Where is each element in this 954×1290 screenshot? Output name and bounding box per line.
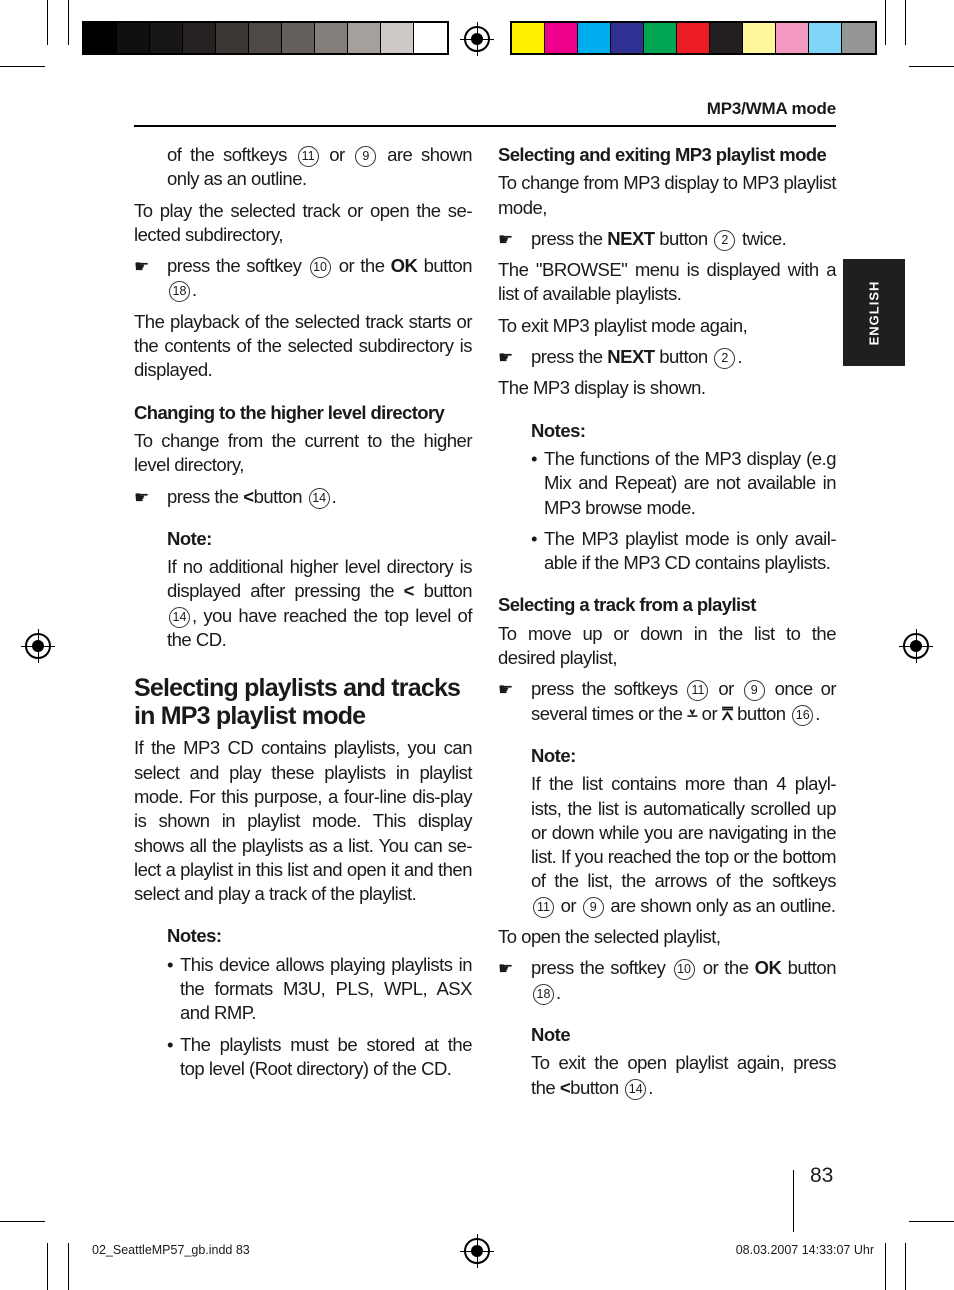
text: . [192,279,197,301]
text: The MP3 playlist mode is only avail-able if the MP3 CD contains playlists. [544,527,836,574]
paragraph: To change from the current to the higher level directory, [134,429,472,476]
text: The playlists must be stored at the top level (Root directory) of the CD. [180,1033,472,1079]
note-bullet: • The playlists must be stored at the top level (Root directory) of the CD. [167,1033,472,1079]
text: button [570,1076,619,1098]
color-swatch [348,23,381,53]
color-swatch [512,23,545,53]
text: or the [702,957,749,979]
text: button [737,702,786,724]
instruction-step [498,956,836,1005]
callout-number: 11 [687,680,708,701]
text: . [648,1076,653,1098]
language-tab [843,259,905,366]
notes-heading: Notes: [167,925,222,947]
instruction-step [134,254,472,303]
instruction-step [498,677,836,726]
color-swatch [315,23,348,53]
text: The functions of the MP3 display (e.g Mix and Repeat) are not available in MP3 browse mode. [544,447,836,518]
up-arrow-icon: ⩞ [721,702,733,724]
note-heading: Note [531,1023,571,1045]
text: or [718,678,734,700]
callout-number: 2 [714,348,735,369]
text: or the [338,255,385,277]
text: button [659,346,708,368]
text: If the list contains more than 4 playl-ists, the list is automatically scrolled up or down while you are navigating in the list. If you reached the top or the bottom of the list, the arrows of the softkeys [531,773,836,892]
text: , you have reached the top level of the CD. [167,604,472,651]
callout-number: 18 [169,281,190,302]
color-swatch [710,23,743,53]
pointing-hand-icon: ☛ [498,959,513,979]
note-bullet: • The functions of the MP3 display (e.g Mix and Repeat) are not available in MP3 browse mode. [531,447,836,518]
color-swatch [545,23,578,53]
note-heading: Note: [167,527,212,549]
note-text [134,555,472,652]
callout-number: 16 [792,705,813,726]
text: of the softkeys [167,144,287,165]
text: once or several times or the [531,678,837,724]
footer-date: 08.03.2007 14:33:07 Uhr [735,1243,874,1257]
color-swatch [183,23,216,53]
registration-mark-icon [464,1238,490,1264]
pointing-hand-icon: ☛ [134,257,149,277]
text: twice. [741,227,787,249]
crop-mark [909,1221,954,1222]
crop-mark [885,1243,886,1290]
color-swatch [249,23,282,53]
paragraph: To move up or down in the list to the desired playlist, [498,622,836,669]
text: press the [531,227,603,249]
text: If no additional higher level directory is displayed after pressing the [167,556,472,602]
crop-mark [0,1221,45,1222]
footer-file: 02_SeattleMP57_gb.indd 83 [92,1243,250,1257]
pointing-hand-icon: ☛ [498,680,513,700]
color-swatch [84,23,117,53]
color-swatch [644,23,677,53]
callout-number: 14 [169,607,190,628]
crop-mark [905,0,906,45]
callout-number: 11 [533,897,554,918]
back-arrow-icon: < [559,1076,571,1098]
color-swatch [611,23,644,53]
text: press the softkey [531,957,666,979]
text: are shown only as an outline. [167,144,472,190]
page-number-rule [793,1170,794,1232]
back-arrow-icon: < [403,580,414,602]
text: button [659,227,708,249]
callout-number: 9 [744,680,765,701]
crop-mark [68,0,69,45]
color-swatch [381,23,414,53]
crop-mark [68,1243,69,1290]
text: press the [531,346,603,368]
paragraph: The "BROWSE" menu is displayed with a list of available playlists. [498,259,836,305]
note-text [498,772,836,918]
next-key-label: NEXT [607,346,655,368]
callout-number: 14 [309,488,330,509]
color-swatch [117,23,150,53]
text: button [423,255,473,277]
note-bullet: • The MP3 playlist mode is only avail-able if the MP3 CD contains playlists. [531,527,836,574]
gray-color-bar [82,21,449,55]
callout-number: 10 [674,959,695,980]
subheading: Selecting and exiting MP3 playlist mode [498,144,827,165]
text: press the softkeys [531,678,678,700]
color-swatch [842,23,875,53]
pointing-hand-icon: ☛ [134,487,149,507]
callout-number: 9 [355,146,376,167]
color-swatch [216,23,249,53]
crop-mark [0,66,45,67]
callout-number: 2 [714,230,735,251]
paragraph: If the MP3 CD contains playlists, you can select and play these playlists in playlist mode. For this purpose, a four-line dis-play is shown in playlist mode. This display shows all the playlists as a list. You can se-lect a playlist in this list and open it and then select and play a track of the playlist. [134,737,472,905]
language-tab-label: ENGLISH [866,280,882,345]
running-header [134,95,836,127]
color-swatch [282,23,315,53]
paragraph: To open the selected playlist, [498,926,721,948]
ok-key-label: OK [754,957,782,979]
process-color-bar [510,21,877,55]
text: This device allows playing playlists in the formats M3U, PLS, WPL, ASX and RMP. [180,953,472,1024]
text: press the softkey [167,255,302,277]
crop-mark [47,1243,48,1290]
registration-mark-icon [903,633,929,659]
section-heading: Selecting playlists and tracks in MP3 playlist mode [134,674,461,731]
callout-number: 18 [533,984,554,1005]
callout-number: 11 [298,146,319,167]
next-key-label: NEXT [607,227,655,249]
color-swatch [743,23,776,53]
text: . [815,702,820,724]
text: . [331,485,337,507]
note-text [498,1051,836,1100]
text: or [701,702,718,724]
text: or [329,144,345,165]
crop-mark [909,66,954,67]
right-column [498,143,836,1107]
text: press the [167,485,239,507]
color-swatch [677,23,710,53]
instruction-step [498,227,836,251]
ok-key-label: OK [390,255,418,277]
section-title: MP3/WMA mode [706,99,836,118]
color-swatch [809,23,842,53]
paragraph: The MP3 display is shown. [498,377,706,399]
color-swatch [150,23,183,53]
note-heading: Note: [531,744,576,766]
down-arrow-icon: ⩡ [687,702,698,724]
notes-heading: Notes: [531,419,586,441]
text: or [560,894,577,916]
paragraph: To exit MP3 playlist mode again, [498,314,748,336]
text: are shown only as an outline. [610,894,836,916]
color-swatch [578,23,611,53]
pointing-hand-icon: ☛ [498,348,513,368]
text: To exit the open playlist again, press the [531,1052,836,1098]
subheading: Changing to the higher level directory [134,401,445,423]
color-swatch [414,23,447,53]
paragraph: To play the selected track or open the se-lected subdirectory, [134,199,472,245]
instruction-step [498,345,836,369]
text: button [253,485,302,507]
back-arrow-icon: < [243,485,254,507]
subheading: Selecting a track from a playlist [498,594,756,616]
paragraph: The playback of the selected track starts or the contents of the selected subdirectory is displayed. [134,310,472,381]
text: button [787,957,837,979]
paragraph: To change from MP3 display to MP3 playlist mode, [498,172,836,218]
registration-mark-icon [464,26,490,52]
note-bullet: • This device allows playing playlists in the formats M3U, PLS, WPL, ASX and RMP. [167,953,472,1024]
instruction-step [134,485,472,509]
pointing-hand-icon: ☛ [498,229,513,249]
callout-number: 10 [310,257,331,278]
page-number: 83 [810,1164,834,1187]
color-swatch [776,23,809,53]
crop-mark [885,0,886,45]
crop-mark [47,0,48,45]
registration-mark-icon [25,633,51,659]
callout-number: 9 [583,897,604,918]
text: . [556,981,561,1003]
callout-number: 14 [625,1079,646,1100]
crop-mark [905,1243,906,1290]
text: button [423,580,473,602]
left-column [134,143,472,1088]
text: . [737,346,742,368]
paragraph [134,143,472,192]
